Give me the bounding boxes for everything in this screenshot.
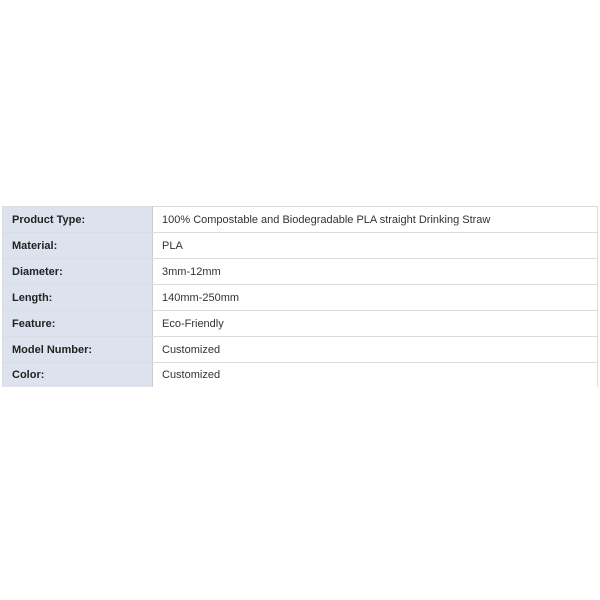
table-row [3, 285, 598, 311]
table-row [3, 311, 598, 337]
spec-label: Diameter: [3, 259, 153, 285]
spec-value: 3mm-12mm [153, 259, 598, 285]
table-row [3, 207, 598, 233]
spec-label: Product Type: [3, 207, 153, 233]
spec-value: Customized [153, 363, 598, 387]
spec-value: 100% Compostable and Biodegradable PLA straight Drinking Straw [153, 207, 598, 233]
table-row [3, 337, 598, 363]
spec-label: Material: [3, 233, 153, 259]
spec-value: 140mm-250mm [153, 285, 598, 311]
spec-label: Length: [3, 285, 153, 311]
spec-value: PLA [153, 233, 598, 259]
table-row [3, 259, 598, 285]
product-spec-table [2, 206, 598, 387]
spec-value: Customized [153, 337, 598, 363]
spec-label: Color: [3, 363, 153, 387]
spec-label: Feature: [3, 311, 153, 337]
spec-value: Eco-Friendly [153, 311, 598, 337]
spec-label: Model Number: [3, 337, 153, 363]
table-row [3, 363, 598, 387]
table-row [3, 233, 598, 259]
